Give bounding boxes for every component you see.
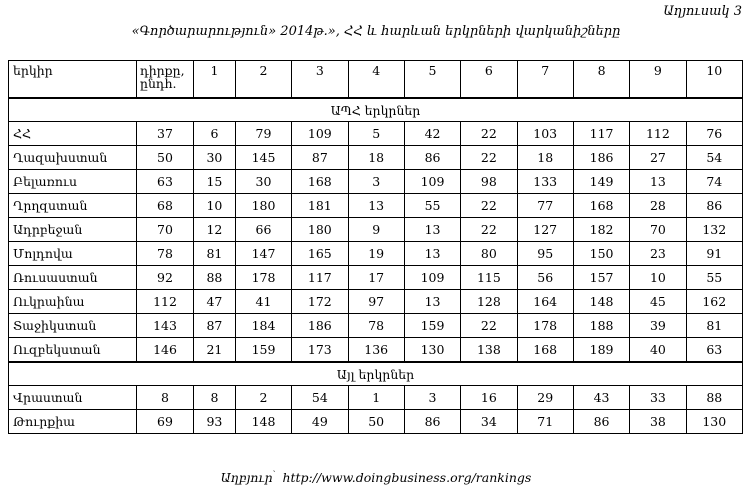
value-cell: 164 (517, 290, 573, 314)
value-cell: 188 (573, 314, 629, 338)
value-cell: 50 (348, 410, 404, 434)
value-cell: 145 (235, 146, 291, 170)
value-cell: 2 (235, 386, 291, 410)
group-title: ԱՊՀ երկրներ (9, 98, 743, 122)
value-cell: 34 (461, 410, 517, 434)
ranking-table (8, 60, 743, 434)
value-cell: 168 (292, 170, 348, 194)
header-country: երկիր (9, 61, 137, 99)
value-cell: 13 (404, 218, 460, 242)
value-cell: 80 (461, 242, 517, 266)
value-cell: 70 (630, 218, 686, 242)
value-cell: 29 (517, 386, 573, 410)
header-col-4: 4 (348, 61, 404, 99)
country-cell: Վրաստան (9, 386, 137, 410)
source-note (0, 470, 752, 485)
value-cell: 109 (404, 266, 460, 290)
value-cell: 165 (292, 242, 348, 266)
table-row (9, 170, 743, 194)
place-cell: 143 (137, 314, 194, 338)
value-cell: 130 (686, 410, 742, 434)
value-cell: 21 (194, 338, 236, 363)
value-cell: 93 (194, 410, 236, 434)
country-cell: ՀՀ (9, 122, 137, 146)
value-cell: 74 (686, 170, 742, 194)
value-cell: 9 (348, 218, 404, 242)
value-cell: 112 (630, 122, 686, 146)
header-col-1: 1 (194, 61, 236, 99)
value-cell: 54 (292, 386, 348, 410)
value-cell: 147 (235, 242, 291, 266)
value-cell: 22 (461, 218, 517, 242)
value-cell: 1 (348, 386, 404, 410)
value-cell: 13 (404, 290, 460, 314)
table-label: Աղյուսակ 3 (663, 4, 742, 19)
value-cell: 86 (686, 194, 742, 218)
ranking-table-body (9, 61, 743, 434)
table-title: «Գործարարություն» 2014թ.», ՀՀ և հարևան երկրների վարկանիշները (131, 24, 621, 39)
place-cell: 78 (137, 242, 194, 266)
value-cell: 88 (686, 386, 742, 410)
value-cell: 19 (348, 242, 404, 266)
value-cell: 79 (235, 122, 291, 146)
value-cell: 71 (517, 410, 573, 434)
value-cell: 186 (292, 314, 348, 338)
value-cell: 132 (686, 218, 742, 242)
value-cell: 159 (404, 314, 460, 338)
country-cell: Բելառուս (9, 170, 137, 194)
value-cell: 189 (573, 338, 629, 363)
place-cell: 112 (137, 290, 194, 314)
table-header-row (9, 61, 743, 99)
place-cell: 63 (137, 170, 194, 194)
value-cell: 86 (404, 146, 460, 170)
value-cell: 56 (517, 266, 573, 290)
value-cell: 184 (235, 314, 291, 338)
value-cell: 10 (630, 266, 686, 290)
value-cell: 47 (194, 290, 236, 314)
value-cell: 22 (461, 146, 517, 170)
value-cell: 97 (348, 290, 404, 314)
country-cell: Տաջիկստան (9, 314, 137, 338)
group-row (9, 98, 743, 122)
table-row (9, 314, 743, 338)
value-cell: 45 (630, 290, 686, 314)
value-cell: 5 (348, 122, 404, 146)
value-cell: 18 (517, 146, 573, 170)
value-cell: 88 (194, 266, 236, 290)
country-cell: Ռուսաստան (9, 266, 137, 290)
place-cell: 146 (137, 338, 194, 363)
country-cell: Մոլդովա (9, 242, 137, 266)
value-cell: 178 (235, 266, 291, 290)
value-cell: 117 (292, 266, 348, 290)
value-cell: 148 (235, 410, 291, 434)
value-cell: 181 (292, 194, 348, 218)
value-cell: 150 (573, 242, 629, 266)
table-row (9, 242, 743, 266)
value-cell: 136 (348, 338, 404, 363)
value-cell: 95 (517, 242, 573, 266)
table-row (9, 386, 743, 410)
value-cell: 173 (292, 338, 348, 363)
value-cell: 133 (517, 170, 573, 194)
value-cell: 22 (461, 122, 517, 146)
value-cell: 86 (573, 410, 629, 434)
value-cell: 103 (517, 122, 573, 146)
value-cell: 13 (348, 194, 404, 218)
value-cell: 180 (235, 194, 291, 218)
value-cell: 127 (517, 218, 573, 242)
value-cell: 55 (404, 194, 460, 218)
value-cell: 87 (194, 314, 236, 338)
country-cell: Ուզբեկստան (9, 338, 137, 363)
value-cell: 18 (348, 146, 404, 170)
value-cell: 16 (461, 386, 517, 410)
place-cell: 92 (137, 266, 194, 290)
value-cell: 6 (194, 122, 236, 146)
value-cell: 77 (517, 194, 573, 218)
value-cell: 3 (348, 170, 404, 194)
header-place: դիրքը, ընդհ. (137, 61, 194, 99)
value-cell: 38 (630, 410, 686, 434)
value-cell: 159 (235, 338, 291, 363)
value-cell: 54 (686, 146, 742, 170)
value-cell: 109 (292, 122, 348, 146)
value-cell: 13 (404, 242, 460, 266)
header-col-5: 5 (404, 61, 460, 99)
header-col-10: 10 (686, 61, 742, 99)
value-cell: 42 (404, 122, 460, 146)
value-cell: 43 (573, 386, 629, 410)
value-cell: 180 (292, 218, 348, 242)
table-row (9, 410, 743, 434)
place-cell: 8 (137, 386, 194, 410)
value-cell: 12 (194, 218, 236, 242)
header-col-6: 6 (461, 61, 517, 99)
value-cell: 117 (573, 122, 629, 146)
value-cell: 168 (573, 194, 629, 218)
place-cell: 69 (137, 410, 194, 434)
table-row (9, 194, 743, 218)
header-col-3: 3 (292, 61, 348, 99)
table-row (9, 218, 743, 242)
value-cell: 10 (194, 194, 236, 218)
source-mark: ՝ (272, 470, 276, 479)
value-cell: 149 (573, 170, 629, 194)
table-row (9, 266, 743, 290)
value-cell: 86 (404, 410, 460, 434)
table-row (9, 146, 743, 170)
value-cell: 15 (194, 170, 236, 194)
value-cell: 172 (292, 290, 348, 314)
header-col-9: 9 (630, 61, 686, 99)
value-cell: 186 (573, 146, 629, 170)
value-cell: 81 (686, 314, 742, 338)
value-cell: 78 (348, 314, 404, 338)
source-label: Աղբյուր (220, 470, 273, 486)
value-cell: 17 (348, 266, 404, 290)
header-col-7: 7 (517, 61, 573, 99)
value-cell: 157 (573, 266, 629, 290)
country-cell: Ղազախստան (9, 146, 137, 170)
value-cell: 22 (461, 314, 517, 338)
country-cell: Ղրղզստան (9, 194, 137, 218)
group-row (9, 362, 743, 386)
country-cell: Ադրբեջան (9, 218, 137, 242)
value-cell: 13 (630, 170, 686, 194)
value-cell: 40 (630, 338, 686, 363)
value-cell: 27 (630, 146, 686, 170)
value-cell: 91 (686, 242, 742, 266)
value-cell: 162 (686, 290, 742, 314)
place-cell: 70 (137, 218, 194, 242)
value-cell: 22 (461, 194, 517, 218)
country-cell: Ուկրաինա (9, 290, 137, 314)
value-cell: 128 (461, 290, 517, 314)
value-cell: 8 (194, 386, 236, 410)
table-row (9, 122, 743, 146)
value-cell: 87 (292, 146, 348, 170)
value-cell: 130 (404, 338, 460, 363)
header-col-8: 8 (573, 61, 629, 99)
value-cell: 3 (404, 386, 460, 410)
table-row (9, 338, 743, 363)
value-cell: 182 (573, 218, 629, 242)
value-cell: 168 (517, 338, 573, 363)
value-cell: 76 (686, 122, 742, 146)
value-cell: 98 (461, 170, 517, 194)
value-cell: 28 (630, 194, 686, 218)
group-title: Այլ երկրներ (9, 362, 743, 386)
value-cell: 63 (686, 338, 742, 363)
value-cell: 39 (630, 314, 686, 338)
value-cell: 33 (630, 386, 686, 410)
value-cell: 115 (461, 266, 517, 290)
place-cell: 50 (137, 146, 194, 170)
value-cell: 148 (573, 290, 629, 314)
source-url[interactable]: http://www.doingbusiness.org/rankings (282, 470, 532, 486)
value-cell: 49 (292, 410, 348, 434)
value-cell: 30 (235, 170, 291, 194)
value-cell: 66 (235, 218, 291, 242)
country-cell: Թուրքիա (9, 410, 137, 434)
value-cell: 55 (686, 266, 742, 290)
place-cell: 37 (137, 122, 194, 146)
place-cell: 68 (137, 194, 194, 218)
table-row (9, 290, 743, 314)
value-cell: 109 (404, 170, 460, 194)
value-cell: 81 (194, 242, 236, 266)
value-cell: 138 (461, 338, 517, 363)
value-cell: 178 (517, 314, 573, 338)
value-cell: 41 (235, 290, 291, 314)
header-col-2: 2 (235, 61, 291, 99)
value-cell: 30 (194, 146, 236, 170)
value-cell: 23 (630, 242, 686, 266)
